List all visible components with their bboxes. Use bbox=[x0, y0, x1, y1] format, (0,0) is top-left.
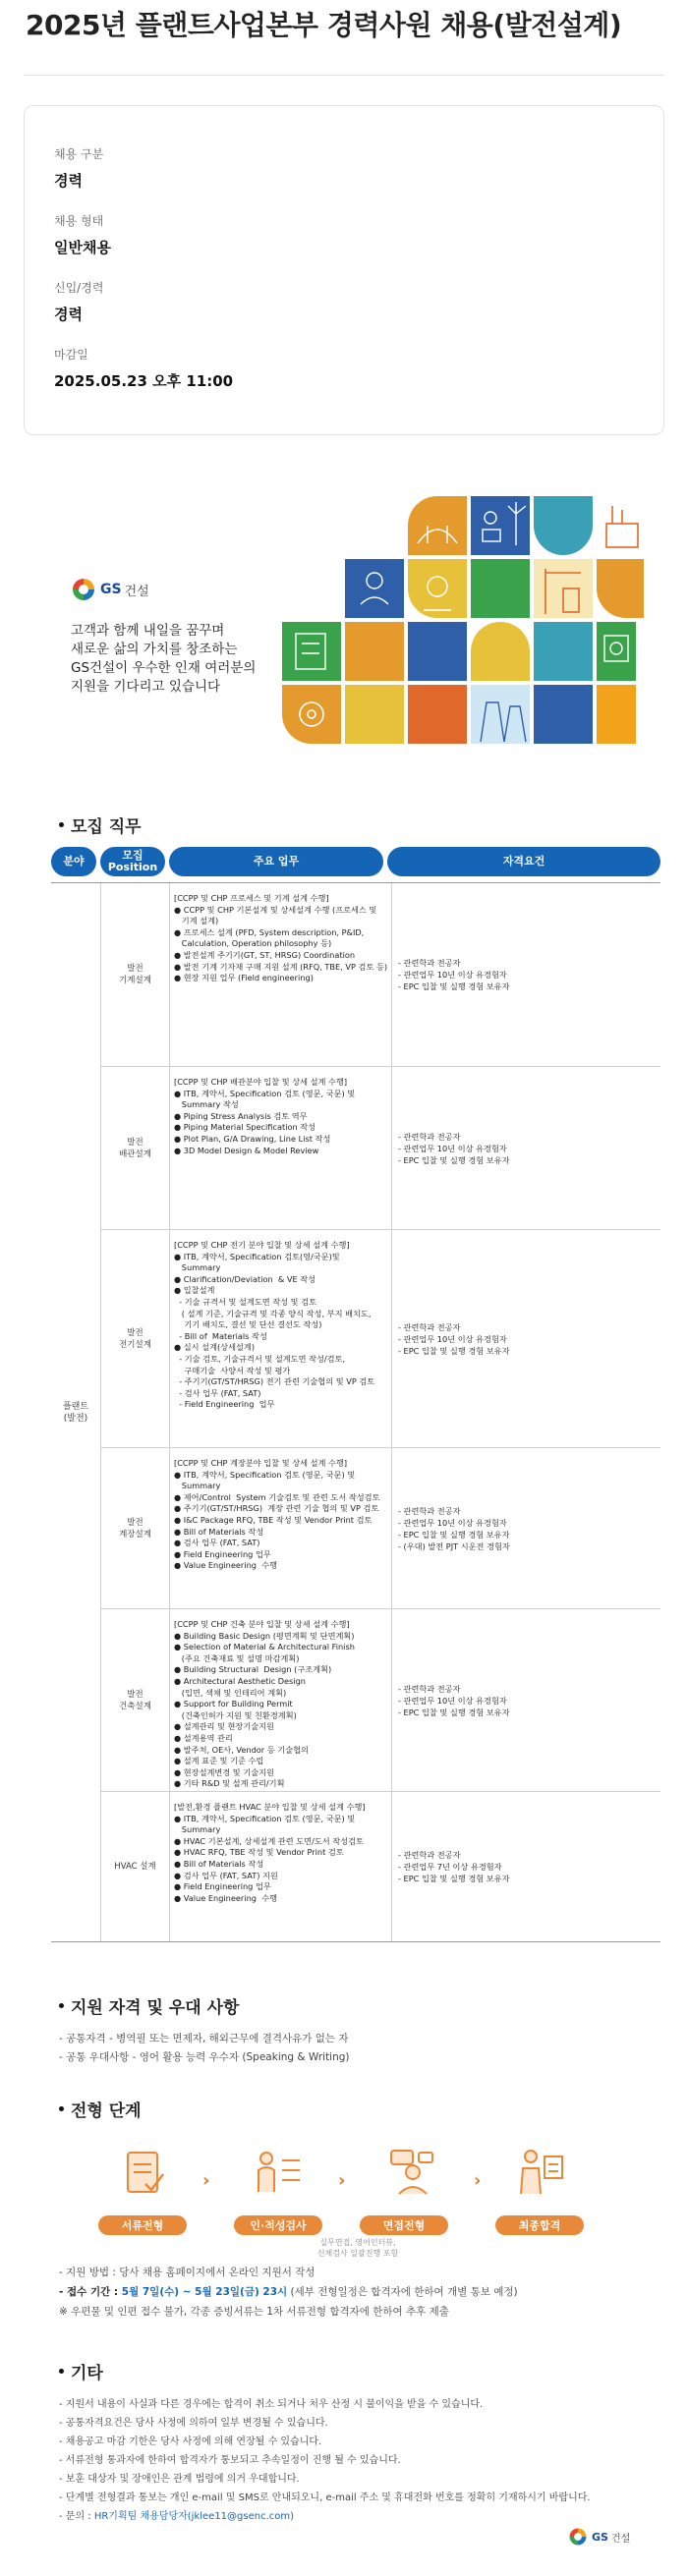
logo-sub: 건설 bbox=[610, 2533, 631, 2545]
table-body bbox=[51, 882, 660, 1942]
position-cell: 발전 계장설계 bbox=[100, 1448, 169, 1608]
section-title bbox=[0, 1993, 688, 2018]
contact-label: - 문의 : bbox=[59, 2511, 94, 2522]
chevron-right-icon: › bbox=[338, 2170, 346, 2191]
requirement-cell: - 관련학과 전공자 - 관련업무 10년 이상 유경험자 - EPC 입찰 및 실행 경험 보유자 bbox=[391, 1609, 660, 1791]
final-pass-icon bbox=[513, 2145, 568, 2200]
duty-cell: [CCPP 및 CHP 건축 분야 입찰 및 상세 설계 수행] ● Building Basic Design (평면계획 및 단면계획) ● Selection of Material & Architectural Finish (주요 건축재료 및 설명 마감계획) ● Building Structural Design (구조계획) ● Architectural Aesthetic Design (입면, 색채 및 인테리어 계획) ● Support for Building Permit (건축인허가 지원 및 친환경계획) ● 설계관리 및 현장기술지원 ● 설계용역 관리 ● 발주처, OE사, Vendor 등 기술협의 ● 설계 표준 및 기준 수립 ● 현장설계변경 및 기술지원 ● 기타 R&D 및 설계 관리/기획 bbox=[169, 1609, 391, 1791]
banner-message bbox=[71, 622, 256, 697]
requirement-cell: - 관련학과 전공자 - 관련업무 10년 이상 유경험자 - EPC 입찰 및 실행 경험 보유자 bbox=[391, 1230, 660, 1447]
table-row bbox=[100, 1067, 660, 1230]
etc-list bbox=[59, 2395, 688, 2526]
qualification-list bbox=[59, 2030, 688, 2067]
page-title: 2025년 플랜트사업본부 경력사원 채용(발전설계) bbox=[26, 9, 622, 41]
header-position: 모집 Position bbox=[100, 847, 165, 876]
section-title-text: 지원 자격 및 우대 사항 bbox=[71, 1998, 240, 2018]
bullet-icon bbox=[59, 2003, 64, 2008]
section-title bbox=[0, 812, 688, 837]
info-label: 채용 형태 bbox=[54, 214, 104, 228]
qualification-section bbox=[0, 1993, 688, 2067]
list-item: - 보훈 대상자 및 장애인은 관계 법령에 의거 우대합니다. bbox=[59, 2474, 300, 2485]
bullet-icon bbox=[59, 2106, 64, 2111]
gs-logo-icon bbox=[568, 2527, 588, 2547]
apply-period bbox=[59, 2282, 688, 2302]
title-divider bbox=[24, 75, 664, 76]
apply-method: - 지원 방법 : 당사 채용 홈페이지에서 온라인 지원서 작성 bbox=[59, 2267, 315, 2278]
recruit-section bbox=[0, 812, 688, 1942]
contact-line bbox=[59, 2507, 688, 2526]
table-row bbox=[100, 1792, 660, 1941]
recruit-table bbox=[51, 847, 660, 1942]
industry-tile-mosaic bbox=[280, 496, 644, 754]
interview-icon bbox=[383, 2145, 438, 2200]
step-label: 최종합격 bbox=[495, 2215, 584, 2235]
info-item-form bbox=[54, 212, 634, 257]
job-info-card bbox=[24, 105, 664, 435]
info-value: 경력 bbox=[54, 306, 83, 323]
list-item: - 단계별 전형결과 통보는 개인 e-mail 및 SMS로 안내되오니, e-mail 주소 및 휴대전화 번호를 정확히 기재하시기 바랍니다. bbox=[59, 2492, 591, 2503]
section-title bbox=[0, 2097, 688, 2121]
info-item-deadline bbox=[54, 346, 634, 391]
field-cell: 플랜트 (발전) bbox=[62, 1401, 89, 1424]
process-info bbox=[59, 2263, 688, 2322]
step-label: 면접전형 bbox=[360, 2215, 448, 2235]
section-title-text: 모집 직무 bbox=[71, 817, 142, 837]
requirement-cell: - 관련학과 전공자 - 관련업무 10년 이상 유경험자 - EPC 입찰 및 실행 경험 보유자 bbox=[391, 1067, 660, 1229]
logo-sub: 건설 bbox=[124, 584, 149, 599]
position-cell: 발전 전기설계 bbox=[100, 1230, 169, 1447]
list-item: - 공통자격 - 병역필 또는 면제자, 해외근무에 결격사유가 없는 자 bbox=[59, 2033, 349, 2044]
position-cell: 발전 기계설계 bbox=[100, 883, 169, 1066]
position-cell: 발전 건축설계 bbox=[100, 1609, 169, 1791]
list-item: - 공통자격요건은 당사 사정에 의하여 일부 변경될 수 있습니다. bbox=[59, 2418, 328, 2429]
bullet-icon bbox=[59, 822, 64, 827]
requirement-cell: - 관련학과 전공자 - 관련업무 7년 이상 유경험자 - EPC 입찰 및 실행 경험 보유자 bbox=[391, 1792, 660, 1941]
chevron-right-icon: › bbox=[474, 2170, 482, 2191]
table-row bbox=[100, 1448, 660, 1609]
banner-line: 지원을 기다리고 있습니다 bbox=[71, 679, 221, 695]
table-row bbox=[100, 1609, 660, 1792]
banner-line: 고객과 함께 내일을 꿈꾸며 bbox=[71, 623, 225, 639]
info-value: 경력 bbox=[54, 172, 83, 190]
section-title-text: 기타 bbox=[71, 2364, 103, 2383]
apply-warning: ※ 우편물 및 인편 접수 불가, 각종 증빙서류는 1차 서류전형 합격자에 한하여 추후 제출 bbox=[59, 2306, 449, 2318]
period-label: - 접수 기간 : bbox=[59, 2286, 122, 2298]
footer-gs-logo bbox=[568, 2527, 630, 2547]
chevron-right-icon: › bbox=[202, 2170, 210, 2191]
section-title-text: 전형 단계 bbox=[71, 2101, 142, 2121]
header-requirements: 자격요건 bbox=[387, 847, 660, 876]
gs-logo bbox=[71, 577, 149, 602]
position-cell: HVAC 설계 bbox=[100, 1792, 169, 1941]
list-item: - 서류전형 통과자에 한하여 합격자가 통보되고 추속일정이 진행 될 수 있습니다. bbox=[59, 2455, 401, 2466]
bullet-icon bbox=[59, 2369, 64, 2374]
info-item-career bbox=[54, 279, 634, 324]
banner-line: 새로운 삶의 가치를 창조하는 bbox=[71, 642, 238, 657]
table-rows bbox=[100, 883, 660, 1941]
etc-section bbox=[0, 2359, 688, 2526]
position-cell: 발전 배관설계 bbox=[100, 1067, 169, 1229]
period-note: (세부 전형일정은 합격자에 한하여 개별 통보 예정) bbox=[287, 2286, 518, 2298]
step-label: 서류전형 bbox=[98, 2215, 187, 2235]
duty-cell: [CCPP 및 CHP 배관분야 입찰 및 상세 설계 수행] ● ITB, 계약서, Specification 검토 (영문, 국문) 및 Summary 작성 ● Piping Stress Analysis 검토 역무 ● Piping Material Specification 작성 ● Plot Plan, G/A Drawing, Line List 작성 ● 3D Model Design & Model Review bbox=[169, 1067, 391, 1229]
logo-text: GS bbox=[100, 582, 122, 597]
requirement-cell: - 관련학과 전공자 - 관련업무 10년 이상 유경험자 - EPC 입찰 및 실행 경험 보유자 - (우대) 발전 PJT 시운전 경험자 bbox=[391, 1448, 660, 1608]
recruit-banner bbox=[0, 496, 688, 754]
info-label: 신입/경력 bbox=[54, 281, 104, 295]
step-note: 실무면접, 영어인터뷰, 신체검사 일괄진행 포함 bbox=[316, 2238, 399, 2258]
process-section bbox=[0, 2097, 688, 2322]
duty-cell: [발전,환경 플랜트 HVAC 분야 입찰 및 상세 설계 수행] ● ITB, 계약서, Specification 검토 (영문, 국문) 및 Summary ● HVAC 기본설계, 상세설계 관련 도면/도서 작성검토 ● HVAC RFQ, TBE 작성 및 Vendor Print 검토 ● Bill of Materials 작성 ● 검사 업무 (FAT, SAT) 지원 ● Field Engineering 업무 ● Value Engineering 수행 bbox=[169, 1792, 391, 1941]
banner-line: GS건설이 우수한 인재 여러분의 bbox=[71, 660, 257, 676]
document-icon bbox=[116, 2145, 171, 2200]
list-item: - 지원서 내용이 사실과 다른 경우에는 합격이 취소 되거나 처우 산정 시 불이익을 받을 수 있습니다. bbox=[59, 2399, 484, 2410]
gs-logo-icon bbox=[71, 577, 96, 602]
section-title bbox=[0, 2359, 688, 2383]
list-item: - 채용공고 마감 기한은 당사 사정에 의해 연장될 수 있습니다. bbox=[59, 2436, 322, 2447]
header-field: 분야 bbox=[51, 847, 96, 876]
info-item-type bbox=[54, 145, 634, 191]
table-row bbox=[100, 1230, 660, 1448]
table-row bbox=[100, 883, 660, 1067]
table-header bbox=[51, 847, 660, 876]
requirement-cell: - 관련학과 전공자 - 관련업무 10년 이상 유경험자 - EPC 입찰 및 실행 경험 보유자 bbox=[391, 883, 660, 1066]
checklist-person-icon bbox=[251, 2145, 306, 2200]
duty-cell: [CCPP 및 CHP 전기 분야 입찰 및 상세 설계 수행] ● ITB, 계약서, Specification 검토(영/국문)및 Summary ● Clarification/Deviation & VE 작성 ● 입찰설계 - 기술 규격서 및 설계도면 작성 및 검토 ( 설계 기준, 기술규격 및 각종 양식 작성, 부지 배치도, 기기 배치도, 결선 및 단선 결선도 작성) - Bill of Materials 작성 ● 실시 설계(상세설계) - 기술 검토, 기술규격서 및 설계도면 작성/검토, 구매기술 사양서 작성 및 평가 - 주기기(GT/ST/HRSG) 전기 관련 기술협의 및 VP 검토 - 검사 업무 (FAT, SAT) - Field Engineering 업무 bbox=[169, 1230, 391, 1447]
header-duty: 주요 업무 bbox=[169, 847, 383, 876]
info-label: 마감일 bbox=[54, 348, 88, 362]
period-value: 5월 7일(수) ~ 5월 23일(금) 23시 bbox=[121, 2286, 288, 2298]
list-item: - 공통 우대사항 - 영어 활용 능력 우수자 (Speaking & Writing) bbox=[59, 2051, 350, 2063]
tile-mosaic-graphic bbox=[280, 496, 644, 754]
info-value: 2025.05.23 오후 11:00 bbox=[54, 372, 234, 390]
info-label: 채용 구분 bbox=[54, 147, 104, 161]
duty-cell: [CCPP 및 CHP 프로세스 및 기계 설계 수행] ● CCPP 및 CHP 기본설계 및 상세설계 수행 (프로세스 및 기계 설계) ● 프로세스 설계 (PFD, System description, P&ID, Calculation, Operation philosophy 등) ● 발전설계 주기기(GT, ST, HRSG) Coordination ● 발전 기계 기자재 구매 지원 설계 (RFQ, TBE, VP 검토 등) ● 현장 지원 업무 (Field engineering) bbox=[169, 883, 391, 1066]
contact-link[interactable]: HR기획팀 채용담당자(jklee11@gsenc.com) bbox=[93, 2511, 295, 2522]
duty-cell: [CCPP 및 CHP 계장분야 입찰 및 상세 설계 수행] ● ITB, 계약서, Specification 검토 (영문, 국문) 및 Summary ● 제어/Control System 기술검토 및 관련 도서 작성검토 ● 주기기(GT/ST/HRSG) 계장 관련 기술 협의 및 VP 검토 ● I&C Package RFQ, TBE 작성 및 Vendor Print 검토 ● Bill of Materials 작성 ● 검사 업무 (FAT, SAT) ● Field Engineering 업무 ● Value Engineering 수행 bbox=[169, 1448, 391, 1608]
process-steps bbox=[0, 2139, 688, 2258]
step-label: 인·적성검사 bbox=[234, 2215, 322, 2235]
info-value: 일반채용 bbox=[54, 239, 111, 256]
logo-text: GS bbox=[592, 2530, 608, 2544]
